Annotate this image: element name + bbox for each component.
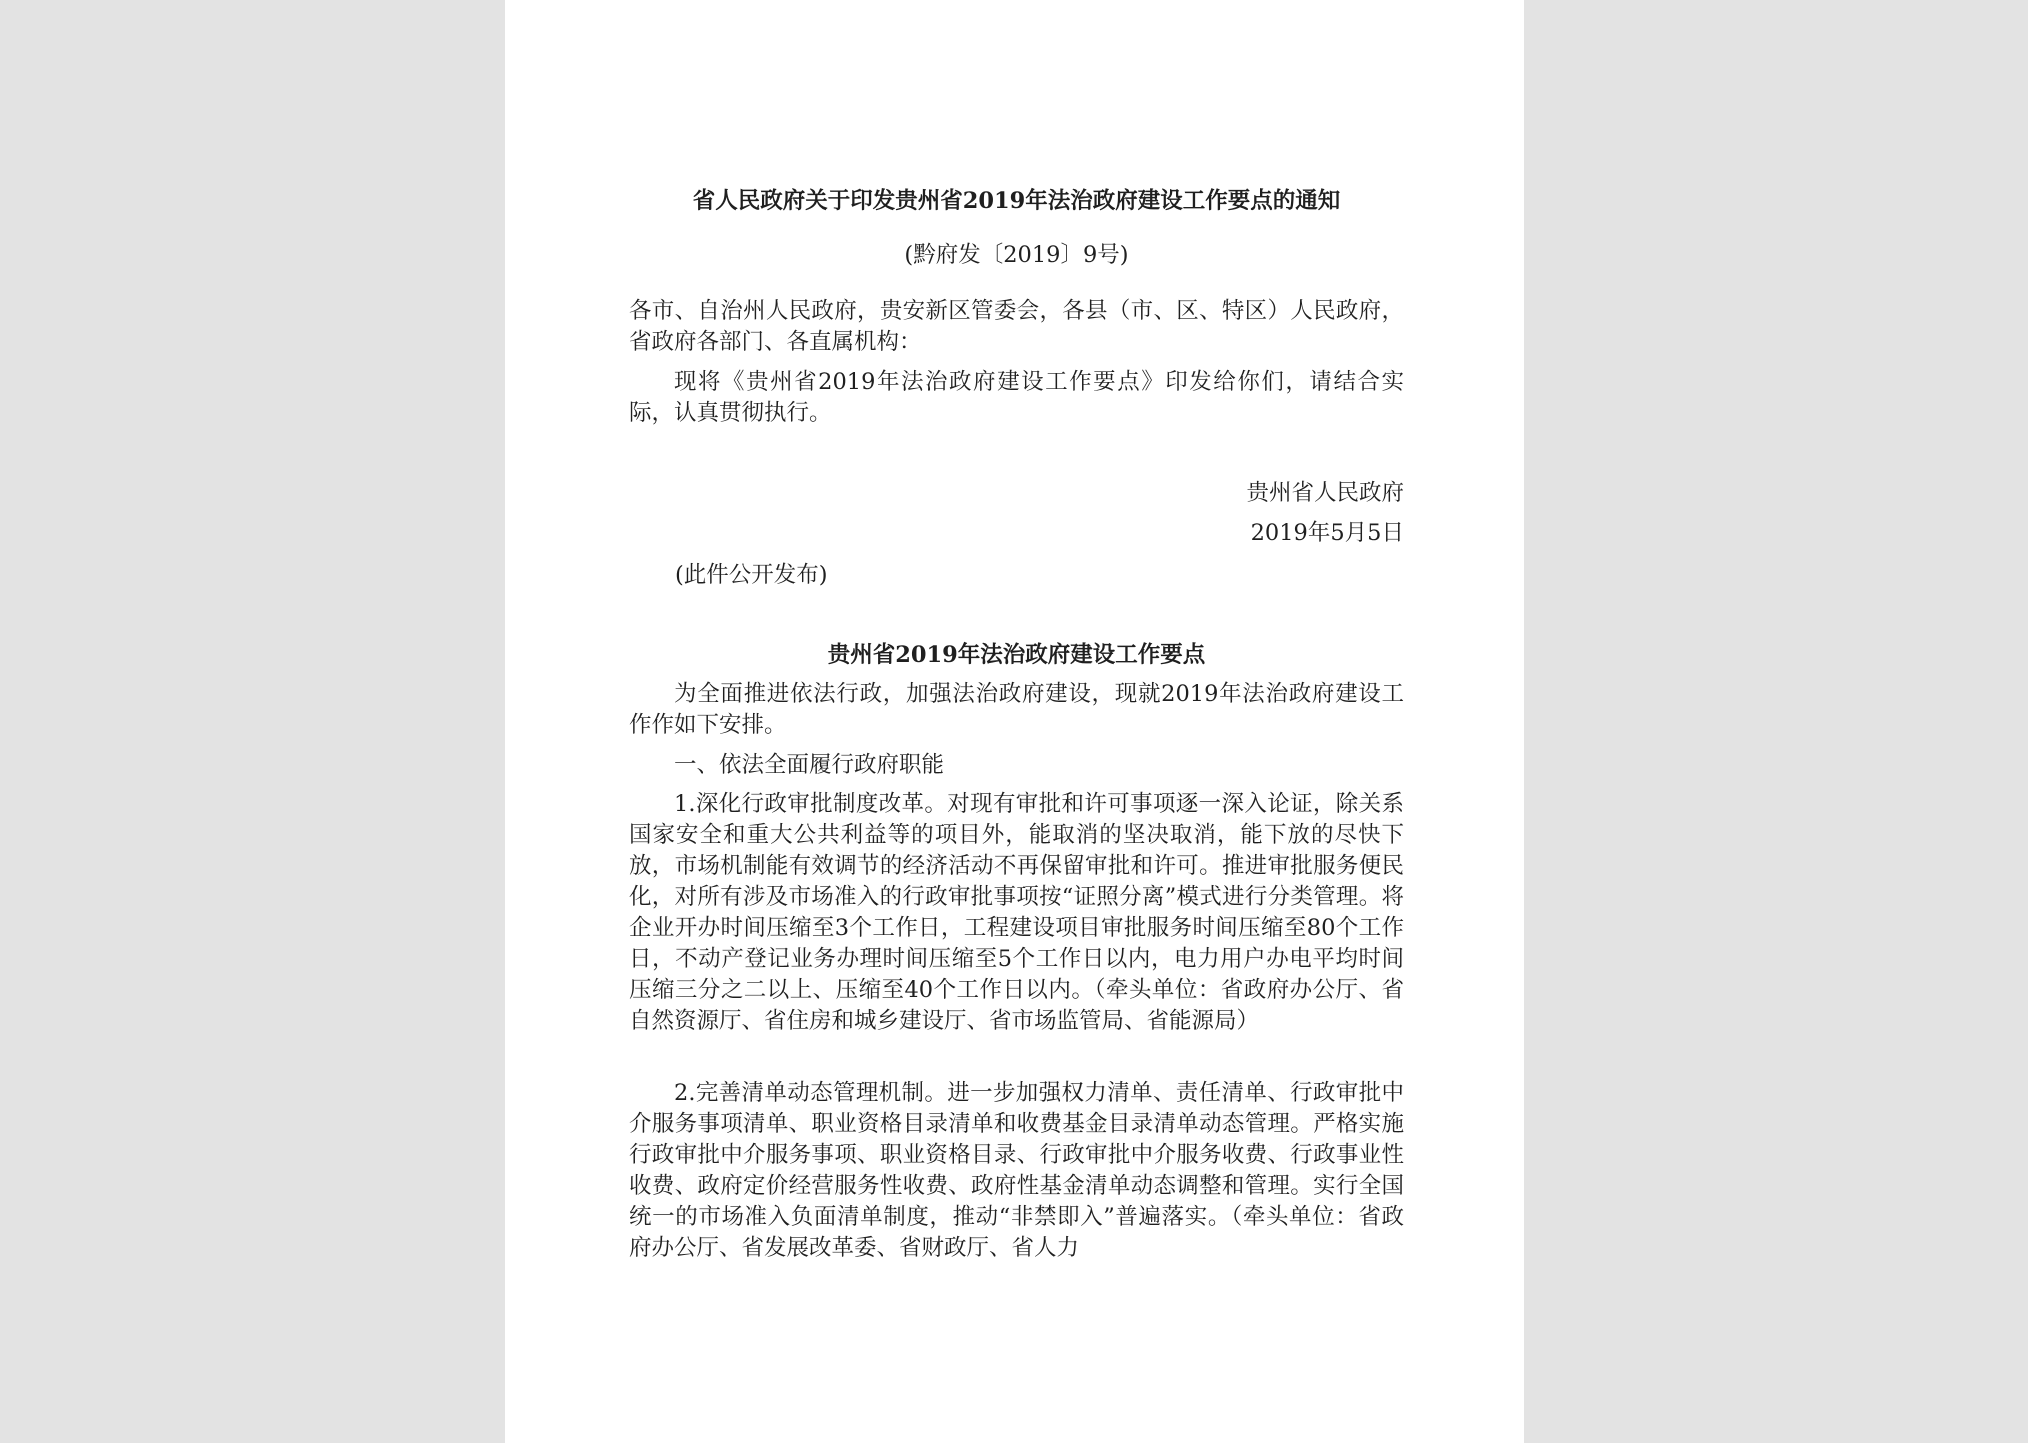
section-1-heading: 一、依法全面履行政府职能 — [674, 752, 945, 778]
item-1-paragraph: 1.深化行政审批制度改革。对现有审批和许可事项逐一深入论证，除关系国家安全和重大公共利益等的项目外，能取消的坚决取消，能下放的尽快下放，市场机制能有效调节的经济活动不再保留审批和许可。推进审批服务便民化，对所有涉及市场准入的行政审批事项按“证照分离”模式进行分类管理。将企业开办时间压缩至3个工作日，工程建设项目审批服务时间压缩至80个工作日，不动产登记业务办理时间压缩至5个工作日以内，电力用户办电平均时间压缩三分之二以上、压缩至40个工作日以内。（牵头单位：省政府办公厅、省自然资源厅、省住房和城乡建设厅、省市场监管局、省能源局） — [629, 791, 1404, 1034]
attachment-title: 贵州省2019年法治政府建设工作要点 — [827, 642, 1206, 668]
addressees-paragraph: 各市、自治州人民政府，贵安新区管委会，各县（市、区、特区）人民政府，省政府各部门、各直属机构： — [629, 298, 1404, 355]
issuer-signature: 贵州省人民政府 — [1246, 480, 1404, 506]
document-number: (黔府发〔2019〕9号) — [904, 242, 1129, 268]
notice-title: 省人民政府关于印发贵州省2019年法治政府建设工作要点的通知 — [692, 188, 1341, 214]
attachment-intro-paragraph: 为全面推进依法行政，加强法治政府建设，现就2019年法治政府建设工作作如下安排。 — [629, 681, 1404, 738]
document-page — [505, 0, 1524, 1443]
publication-note: (此件公开发布) — [675, 562, 828, 588]
item-2-paragraph: 2.完善清单动态管理机制。进一步加强权力清单、责任清单、行政审批中介服务事项清单、职业资格目录清单和收费基金目录清单动态管理。严格实施行政审批中介服务事项、职业资格目录、行政审批中介服务收费、行政事业性收费、政府定价经营服务性收费、政府性基金清单动态调整和管理。实行全国统一的市场准入负面清单制度，推动“非禁即入”普遍落实。（牵头单位：省政府办公厅、省发展改革委、省财政厅、省人力 — [629, 1080, 1404, 1261]
notice-body-paragraph: 现将《贵州省2019年法治政府建设工作要点》印发给你们，请结合实际，认真贯彻执行。 — [629, 369, 1404, 426]
issue-date: 2019年5月5日 — [1250, 520, 1404, 546]
